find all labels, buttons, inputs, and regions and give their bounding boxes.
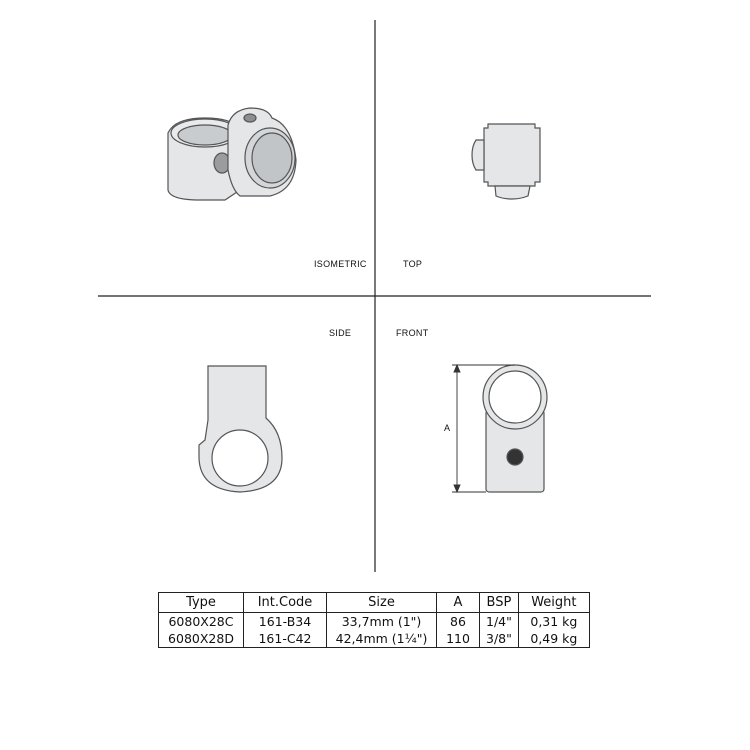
col-header-weight: Weight [518,593,589,613]
cell-int-code: 161-B34 [244,613,327,631]
col-header-a: A [437,593,480,613]
side-view-drawing [199,366,282,492]
top-view-drawing [472,124,540,199]
cell-size: 33,7mm (1") [327,613,437,631]
front-view-drawing [483,365,547,492]
table-header-row [159,593,590,613]
dimension-a-label: A [444,423,451,433]
isometric-label: ISOMETRIC [314,259,367,269]
cell-a: 86 [437,613,480,631]
cell-bsp: 1/4" [480,613,519,631]
col-header-size: Size [327,593,437,613]
cell-size: 42,4mm (1¼") [327,630,437,648]
cell-type: 6080X28C [159,613,244,631]
col-header-int-code: Int.Code [244,593,327,613]
isometric-view-drawing [168,108,296,200]
col-header-type: Type [159,593,244,613]
front-label: FRONT [396,328,429,338]
table-row [159,630,590,648]
table-row [159,613,590,631]
cell-a: 110 [437,630,480,648]
cell-weight: 0,49 kg [518,630,589,648]
col-header-bsp: BSP [480,593,519,613]
cell-weight: 0,31 kg [518,613,589,631]
top-label: TOP [403,259,423,269]
cell-bsp: 3/8" [480,630,519,648]
side-label: SIDE [329,328,352,338]
cell-type: 6080X28D [159,630,244,648]
spec-table [158,592,590,648]
cell-int-code: 161-C42 [244,630,327,648]
